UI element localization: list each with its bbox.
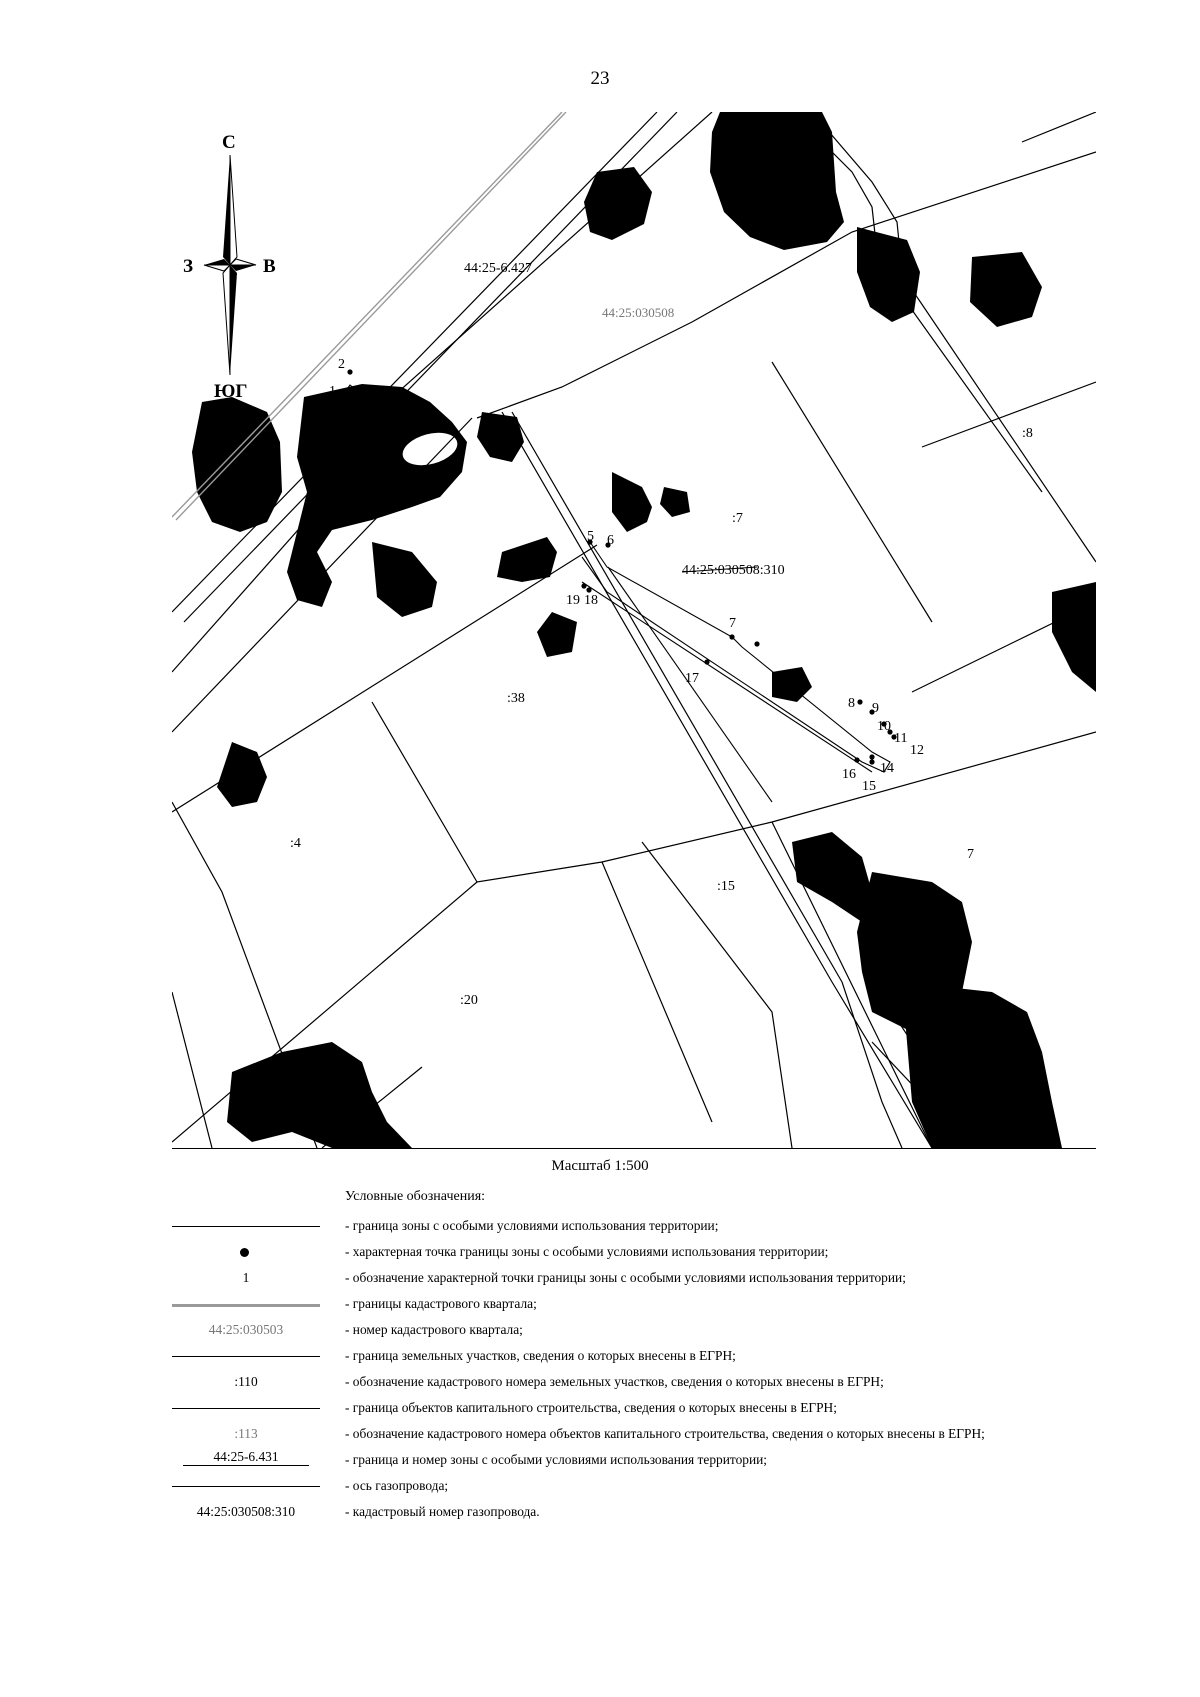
point-label-15: 15 (862, 779, 876, 794)
compass-west: З (183, 256, 194, 277)
legend-item-text: - граница земельных участков, сведения о которых внесены в ЕГРН; (345, 1348, 736, 1363)
page-number: 23 (590, 68, 610, 89)
point-label-5: 5 (587, 529, 594, 544)
gas-pipeline-label: 44:25:030508:310 (682, 563, 785, 578)
legend-item-text: - обозначение кадастрового номера объектов капитального строительства, сведения о которых внесены в ЕГРН; (345, 1426, 985, 1441)
point-label-12: 12 (910, 743, 924, 758)
parcel-label-5: :5 (1080, 666, 1091, 681)
legend-item-text: - характерная точка границы зоны с особыми условиями использования территории; (345, 1244, 829, 1259)
legend-title: Условные обозначения: (345, 1189, 486, 1204)
legend-item-text: - ось газопровода; (345, 1478, 449, 1493)
legend-symbol: 1 (242, 1270, 250, 1285)
point-label-18: 18 (584, 593, 598, 608)
legend-item-gas-number (172, 1500, 1102, 1526)
legend-symbol: 44:25:030503 (208, 1322, 284, 1337)
compass-north: С (222, 132, 236, 153)
legend-item-parcel-number (172, 1370, 1102, 1396)
compass-rose (183, 132, 276, 402)
point-label-14: 14 (880, 761, 894, 776)
compass-south: ЮГ (214, 381, 248, 402)
legend-item-quarter-boundary (172, 1292, 1102, 1318)
legend-item-text: - границы кадастрового квартала; (345, 1296, 537, 1311)
point-label-1: 1 (329, 384, 336, 399)
legend-symbol: 44:25-6.431 (183, 1449, 308, 1466)
point-label-8: 8 (848, 696, 855, 711)
legend-item-text: - обозначение кадастрового номера земельных участков, сведения о которых внесены в ЕГРН; (345, 1374, 884, 1389)
legend-item-text: - граница и номер зоны с особыми условиями использования территории; (345, 1452, 768, 1467)
legend-item-zone-number (172, 1448, 1102, 1474)
legend-item-text: - номер кадастрового квартала; (345, 1322, 523, 1337)
parcel-label-8: :8 (1022, 426, 1033, 441)
legend-symbol: :113 (234, 1426, 258, 1441)
legend-item-point-label (172, 1266, 1102, 1292)
legend-item-parcel-boundary (172, 1344, 1102, 1370)
legend-symbol: :110 (234, 1374, 258, 1389)
point-label-11: 11 (894, 731, 908, 746)
map-dark-areas (192, 112, 1096, 1148)
legend-symbol: 44:25:030508:310 (196, 1504, 296, 1519)
parcel-label-38: :38 (507, 691, 525, 706)
point-dot-icon (240, 1248, 249, 1257)
parcel-label-4: :4 (290, 836, 301, 851)
point-label-10: 10 (877, 719, 891, 734)
point-label-2: 2 (338, 357, 345, 372)
building-label-7: 7 (967, 847, 974, 862)
legend-item-text: - граница объектов капитального строительства, сведения о которых внесены в ЕГРН; (345, 1400, 837, 1415)
compass-east: В (263, 256, 276, 277)
point-label-7: 7 (729, 616, 736, 631)
zone-label: 44:25-6.427 (464, 261, 533, 276)
legend-item-gas-axis (172, 1474, 1102, 1500)
point-label-6: 6 (607, 533, 614, 548)
point-label-17: 17 (685, 671, 699, 686)
legend-item-building-boundary (172, 1396, 1102, 1422)
legend-item-quarter-number (172, 1318, 1102, 1344)
parcel-label-20: :20 (460, 993, 478, 1008)
legend-item-text: - обозначение характерной точки границы зоны с особыми условиями использования территории; (345, 1270, 906, 1285)
legend-item-zone-point (172, 1240, 1102, 1266)
legend-item-text: - кадастровый номер газопровода. (345, 1504, 540, 1519)
parcel-label-7: :7 (732, 511, 743, 526)
parcel-label-15: :15 (717, 879, 735, 894)
legend-item-building-number (172, 1422, 1102, 1448)
quarter-label: 44:25:030508 (602, 305, 675, 320)
point-label-16: 16 (842, 767, 856, 782)
legend-item-zone-boundary (172, 1214, 1102, 1240)
legend-item-text: - граница зоны с особыми условиями использования территории; (345, 1218, 719, 1233)
map-scale: Масштаб 1:500 (551, 1158, 649, 1174)
point-label-9: 9 (872, 701, 879, 716)
cadastral-map (172, 112, 1096, 1149)
legend (172, 1214, 1102, 1526)
point-label-19: 19 (566, 593, 580, 608)
parcel-label-54: :54 (352, 1129, 370, 1144)
